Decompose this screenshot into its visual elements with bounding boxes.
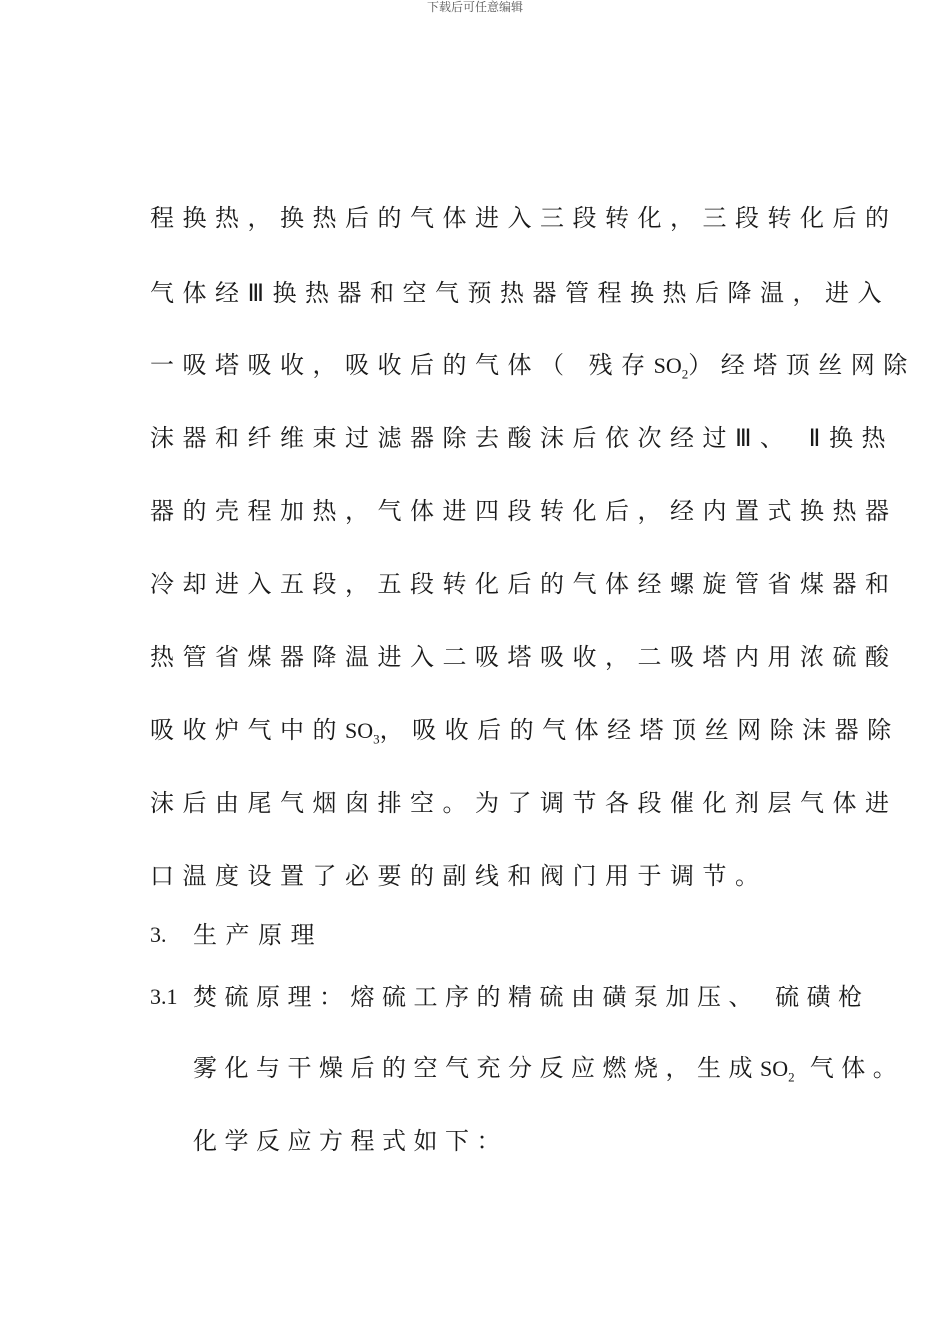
paragraph-line-8-part-a: 吸收炉气中的 [150,716,345,744]
section-3-1-line-2-part-a: 雾化与干燥后的空气充分反应燃烧，生成 [193,1054,760,1082]
section-3-1-line-3: 化学反应方程式如下： [193,1127,508,1155]
so2-formula: $SO_2$ [653,353,689,382]
paragraph-line-5: 器的壳程加热，气体进四段转化后，经内置式换热器 [150,497,898,525]
section-3-number: 3. [150,922,167,947]
section-3-1-line-2-part-b: 气体。 [794,1054,905,1082]
section-3-1-line-2 [193,1053,904,1083]
paragraph-line-1: 程换热，换热后的气体进入三段转化，三段转化后的 [150,204,898,232]
section-3-1-number: 3.1 [150,984,178,1009]
paragraph-line-3-part-a: 一吸塔吸收，吸收后的气体（ 残存 [150,351,654,379]
paragraph-line-8 [150,715,900,747]
paragraph-line-7: 热管省煤器降温进入二吸塔吸收，二吸塔内用浓硫酸 [150,643,898,671]
so2-formula-2: $SO_2$ [760,1056,795,1085]
section-3-1-line-1: 焚硫原理：熔硫工序的精硫由磺泵加压、 硫磺枪 [193,983,870,1011]
paragraph-line-2: 气体经Ⅲ换热器和空气预热器管程换热后降温，进入 [150,279,891,307]
paragraph-line-8-part-b: ，吸收后的气体经塔顶丝网除沫器除 [379,716,900,744]
paragraph-line-3 [150,350,916,382]
section-3-title: 生产原理 [193,921,323,949]
so3-formula: $SO_3$ [345,718,380,747]
paragraph-line-4: 沫器和纤维束过滤器除去酸沫后依次经过Ⅲ、 Ⅱ换热 [150,424,894,452]
paragraph-line-9: 沫后由尾气烟囱排空。为了调节各段催化剂层气体进 [150,789,898,817]
paragraph-line-10: 口温度设置了必要的副线和阀门用于调节。 [150,862,768,890]
paragraph-line-3-part-b: ）经塔顶丝网除 [688,351,916,379]
paragraph-line-6: 冷却进入五段，五段转化后的气体经螺旋管省煤器和 [150,570,898,598]
page-header: 下载后可任意编辑 [426,0,523,14]
